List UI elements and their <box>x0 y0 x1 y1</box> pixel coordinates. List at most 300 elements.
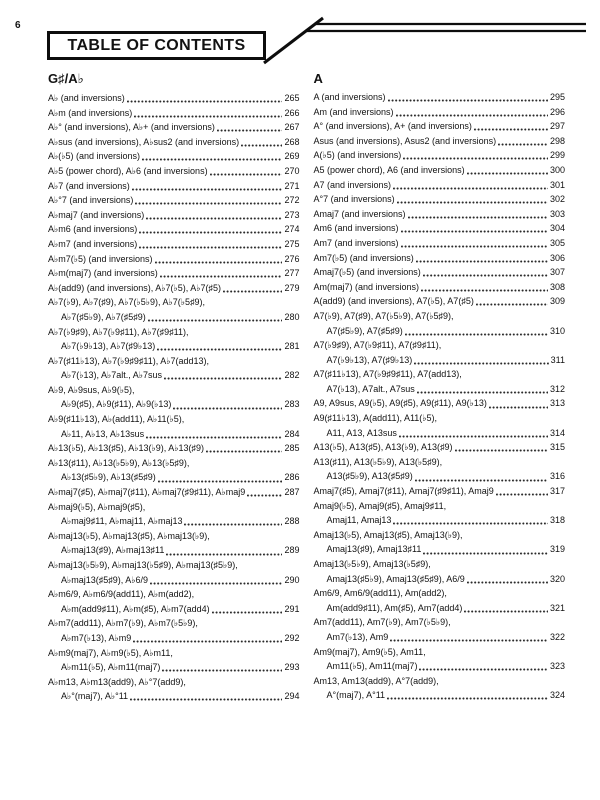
dot-leader <box>146 217 282 220</box>
entry-page-number: 292 <box>284 632 300 643</box>
entry-text: A♭m7(♭5) (and inversions) <box>48 253 153 264</box>
entry-text: A(add9) (and inversions), A7(♭5), A7(♯5) <box>313 296 474 307</box>
entry-page-number: 286 <box>284 472 300 483</box>
toc-entry <box>48 500 300 529</box>
toc-entry <box>48 135 300 150</box>
dot-leader <box>173 407 282 410</box>
entry-text: A♭m(add9♯11), A♭m(♯5), A♭m7(add4) <box>61 603 210 614</box>
toc-entry-line <box>314 294 566 309</box>
entry-page-number: 289 <box>284 545 300 556</box>
entry-text: A7(♯5♭9), A7(♯5♯9) <box>326 325 403 336</box>
entry-text: A7 (and inversions) <box>313 179 392 190</box>
entry-text: A♭11, A♭13, A♭13sus <box>61 428 145 439</box>
toc-entry-line: Amaj9(♭5), Amaj9(♯5), Amaj9♯11, <box>313 500 447 511</box>
entry-page-number: 293 <box>284 662 300 673</box>
entry-page-number: 266 <box>284 107 300 118</box>
entry-page-number: 311 <box>550 354 565 365</box>
entry-page-number: 268 <box>284 136 300 147</box>
entry-text: A♭maj13(♯5♯9), A♭6/9 <box>61 574 149 585</box>
entry-text: A♭maj7 (and inversions) <box>48 209 145 220</box>
entry-text: Amaj13(♯5♭9), Amaj13(♯5♯9), A6/9 <box>326 573 465 584</box>
dot-leader <box>419 668 548 671</box>
toc-entry-line <box>314 265 566 280</box>
entry-page-number: 309 <box>549 296 565 307</box>
entry-page-number: 282 <box>284 370 300 381</box>
toc-column-gsharp-aflat <box>48 71 300 704</box>
entry-page-number: 284 <box>284 428 300 439</box>
entry-page-number: 295 <box>549 92 565 102</box>
dot-leader <box>423 274 548 277</box>
toc-entry-line <box>48 602 300 617</box>
toc-entry-line: A9(♯11♭13), A(add11), A11(♭5), <box>313 413 438 424</box>
entry-page-number: 315 <box>549 442 565 453</box>
entry-text: A♭°7 (and inversions) <box>48 195 134 206</box>
toc-entry-line <box>48 179 300 194</box>
dot-leader <box>162 669 282 672</box>
dot-leader <box>164 377 282 380</box>
toc-entry <box>48 193 300 208</box>
entry-text: Am (and inversions) <box>313 106 394 117</box>
toc-entry <box>48 675 300 704</box>
toc-entry <box>314 586 566 615</box>
toc-entry <box>314 674 566 703</box>
dot-leader <box>476 303 548 306</box>
toc-entry <box>48 106 300 121</box>
dot-leader <box>496 493 548 496</box>
toc-entry-line <box>314 382 566 397</box>
toc-entry-line: A♭maj9(♭5), A♭maj9(♯5), <box>48 501 146 512</box>
toc-entry-line <box>48 106 300 121</box>
toc-entry-line <box>48 543 300 558</box>
dot-leader <box>157 348 282 351</box>
dot-leader <box>166 553 282 556</box>
entry-text: Asus (and inversions), Asus2 (and inversions) <box>313 135 497 146</box>
entry-text: A♭13(♭5), A♭13(♯5), A♭13(♭9), A♭13(♯9) <box>48 443 205 454</box>
entry-text: A°7 (and inversions) <box>313 194 395 205</box>
dot-leader <box>403 157 548 160</box>
toc-entry <box>48 529 300 558</box>
entry-text: Amaj7(♭5) (and inversions) <box>313 267 421 278</box>
toc-entry <box>314 207 566 222</box>
toc-entry-line: A♭maj13(♭5♭9), A♭maj13(♭5♯9), A♭maj13(♯5♭9), <box>48 560 238 570</box>
toc-entry-line <box>314 192 566 207</box>
toc-entry-line <box>314 251 566 266</box>
toc-entry <box>314 411 566 440</box>
toc-entry <box>48 164 300 179</box>
toc-entry-line <box>48 135 300 150</box>
entry-page-number: 281 <box>284 341 300 352</box>
dot-leader <box>158 480 283 483</box>
entry-page-number: 318 <box>549 515 565 526</box>
toc-entry-line <box>48 514 300 529</box>
toc-entry <box>48 237 300 252</box>
entry-page-number: 265 <box>284 93 300 103</box>
dot-leader <box>155 261 283 264</box>
entry-page-number: 276 <box>284 253 300 264</box>
toc-entry <box>314 134 566 149</box>
toc-entry-line <box>48 281 300 296</box>
dot-leader <box>206 450 282 453</box>
entry-page-number: 324 <box>549 690 565 701</box>
entry-page-number: 300 <box>549 164 565 175</box>
toc-entry-line <box>314 469 566 484</box>
toc-entry <box>314 338 566 367</box>
toc-entry <box>314 236 566 251</box>
toc-column-a <box>314 71 566 704</box>
entry-page-number: 319 <box>549 544 565 555</box>
toc-entry-line <box>314 90 566 105</box>
dot-leader <box>160 275 283 278</box>
toc-entry-line <box>314 119 566 134</box>
dot-leader <box>467 172 548 175</box>
toc-entry-line: Amaj13(♭5), Amaj13(♯5), Amaj13(♭9), <box>313 529 463 540</box>
dot-leader <box>390 639 548 642</box>
entry-page-number: 310 <box>549 325 565 336</box>
toc-entry-line <box>314 426 566 441</box>
toc-entry-line <box>48 485 300 500</box>
dot-leader <box>393 187 548 190</box>
dot-leader <box>498 143 548 146</box>
toc-entry <box>48 456 300 485</box>
toc-entry-line <box>314 163 566 178</box>
dot-leader <box>393 522 548 525</box>
dot-leader <box>415 479 548 482</box>
toc-entry-line: A♭maj13(♭5), A♭maj13(♯5), A♭maj13(♭9), <box>48 530 210 541</box>
toc-entry-line: Am9(maj7), Am9(♭5), Am11, <box>313 646 426 657</box>
toc-entry-line: A♭7(♭9), A♭7(♯9), A♭7(♭5♭9), A♭7(♭5♯9), <box>48 297 206 308</box>
toc-entry-line <box>314 688 566 703</box>
dot-leader <box>405 333 548 336</box>
toc-entry-line: A13(♯11), A13(♭5♭9), A13(♭5♯9), <box>313 456 443 467</box>
entry-page-number: 323 <box>549 661 565 672</box>
toc-entry-line <box>48 193 300 208</box>
entry-text: A♭m (and inversions) <box>48 107 133 118</box>
toc-entry <box>48 281 300 296</box>
toc-entry <box>314 615 566 644</box>
dot-leader <box>489 406 548 409</box>
toc-entry-line: Am6/9, Am6/9(add11), Am(add2), <box>313 588 447 599</box>
toc-entry-line: A7(♯11♭13), A7(♭9♯9♯11), A7(add13), <box>313 369 462 380</box>
toc-entry <box>314 280 566 295</box>
entry-text: A♭13(♯5♭9), A♭13(♯5♯9) <box>61 472 156 483</box>
dot-leader <box>139 246 282 249</box>
entry-page-number: 321 <box>549 602 565 613</box>
entry-text: A♭m7(♭13), A♭m9 <box>61 632 132 643</box>
toc-entry-line: Amaj13(♭5♭9), Amaj13(♭5♯9), <box>313 559 431 569</box>
entry-page-number: 299 <box>549 150 565 161</box>
entry-text: A♭7(♯5♭9), A♭7(♯5♯9) <box>61 311 146 322</box>
entry-text: A♭maj7(♯5), A♭maj7(♯11), A♭maj7(♯9♯11), A♭maj9 <box>48 487 246 498</box>
toc-entry-line <box>314 105 566 120</box>
entry-text: Amaj7(♯5), Amaj7(♯11), Amaj7(♯9♯11), Amaj9 <box>313 486 494 497</box>
toc-entry-line <box>314 353 566 368</box>
entry-page-number: 322 <box>549 631 565 642</box>
entry-page-number: 267 <box>284 122 300 133</box>
entry-text: A♭m7 (and inversions) <box>48 238 138 249</box>
entry-page-number: 270 <box>284 165 300 176</box>
toc-entry <box>48 646 300 675</box>
entry-text: A° (and inversions), A+ (and inversions) <box>313 121 472 132</box>
toc-entry <box>48 412 300 441</box>
entry-text: A13(♭5), A13(♯5), A13(♭9), A13(♯9) <box>313 442 453 453</box>
toc-entry <box>314 90 566 105</box>
toc-entry <box>314 119 566 134</box>
toc-entry-line: A♭m13, A♭m13(add9), A♭°7(add9), <box>48 676 186 687</box>
entry-text: A9, A9sus, A9(♭5), A9(♯5), A9(♯11), A9(♭13) <box>313 398 487 409</box>
entry-page-number: 312 <box>549 383 565 394</box>
dot-leader <box>241 144 282 147</box>
entry-page-number: 288 <box>284 516 300 527</box>
entry-text: Am7(♭5) (and inversions) <box>313 252 414 263</box>
entry-page-number: 269 <box>284 151 300 162</box>
entry-text: Amaj11, Amaj13 <box>326 515 392 526</box>
entry-page-number: 294 <box>284 691 300 702</box>
entry-page-number: 283 <box>284 399 300 410</box>
entry-page-number: 285 <box>284 443 300 454</box>
dot-leader <box>139 231 282 234</box>
entry-page-number: 301 <box>549 179 565 190</box>
dot-leader <box>414 362 548 365</box>
toc-entry <box>48 383 300 412</box>
toc-entry-line <box>48 573 300 588</box>
toc-entry-line <box>314 396 566 411</box>
toc-entry-line <box>48 689 300 704</box>
entry-text: A♭5 (power chord), A♭6 (and inversions) <box>48 165 208 176</box>
toc-entry-line <box>314 207 566 222</box>
entry-text: A11, A13, A13sus <box>326 427 397 438</box>
toc-entry <box>314 557 566 586</box>
entry-page-number: 306 <box>549 252 565 263</box>
toc-entry <box>314 163 566 178</box>
dot-leader <box>455 449 548 452</box>
entry-page-number: 304 <box>549 223 565 234</box>
toc-entry-line <box>48 441 300 456</box>
entry-page-number: 307 <box>549 267 565 278</box>
entry-text: A♭m(maj7) (and inversions) <box>48 268 158 279</box>
entry-page-number: 271 <box>284 180 300 191</box>
entry-text: Am(maj7) (and inversions) <box>313 281 420 292</box>
dot-leader <box>130 698 282 701</box>
toc-entry <box>314 221 566 236</box>
dot-leader <box>212 611 283 614</box>
entry-text: A♭maj13(♯9), A♭maj13♯11 <box>61 545 165 556</box>
toc-entry-line <box>314 659 566 674</box>
dot-leader <box>401 245 548 248</box>
entry-page-number: 280 <box>284 311 300 322</box>
toc-entry <box>48 587 300 616</box>
dot-leader <box>423 552 548 555</box>
toc-entry-line: A♭13(♯11), A♭13(♭5♭9), A♭13(♭5♯9), <box>48 457 190 468</box>
entry-text: A (and inversions) <box>313 92 386 102</box>
dot-leader <box>135 202 282 205</box>
entry-text: A5 (power chord), A6 (and inversions) <box>313 164 465 175</box>
toc-entry-line <box>48 252 300 267</box>
entry-text: A♭7(♭9♭13), A♭7(♯9♭13) <box>61 341 156 352</box>
toc-entry <box>314 455 566 484</box>
toc-entry-line <box>314 134 566 149</box>
dot-leader <box>134 115 282 118</box>
dot-leader <box>417 391 548 394</box>
column-heading-a: A <box>313 71 323 86</box>
entry-text: A♭7 (and inversions) <box>48 180 130 191</box>
toc-entry-line: A♭m9(maj7), A♭m9(♭5), A♭m11, <box>48 647 173 658</box>
toc-entry <box>314 192 566 207</box>
entry-text: A(♭5) (and inversions) <box>313 150 402 161</box>
dot-leader <box>474 128 548 131</box>
dot-leader <box>210 173 283 176</box>
entry-text: Am7 (and inversions) <box>313 237 399 248</box>
dot-leader <box>146 436 282 439</box>
dot-leader <box>467 581 548 584</box>
entry-page-number: 274 <box>284 224 300 235</box>
toc-entry-line <box>314 440 566 455</box>
page-folio-number: 6 <box>15 20 21 31</box>
entry-page-number: 305 <box>549 237 565 248</box>
entry-text: A♭7(♭13), A♭7alt., A♭7sus <box>61 370 163 381</box>
toc-entry-line <box>314 630 566 645</box>
toc-entry-line: Am13, Am13(add9), A°7(add9), <box>313 675 439 686</box>
entry-page-number: 277 <box>284 268 300 279</box>
entry-page-number: 290 <box>284 574 300 585</box>
toc-entry-line: A♭9, A♭9sus, A♭9(♭5), <box>48 384 135 395</box>
entry-text: A♭m11(♭5), A♭m11(maj7) <box>61 662 161 673</box>
toc-entry <box>314 367 566 396</box>
entry-text: A♭°(maj7), A♭°11 <box>61 691 129 702</box>
toc-entry-line <box>48 660 300 675</box>
toc-entry-list <box>48 91 300 704</box>
entry-page-number: 273 <box>284 209 300 220</box>
dot-leader <box>396 114 548 117</box>
toc-entry-line <box>314 601 566 616</box>
toc-entry-line: A7(♭9♯9), A7(♭9♯11), A7(♯9♯11), <box>313 340 442 351</box>
toc-entry-line <box>48 470 300 485</box>
dot-leader <box>401 230 548 233</box>
toc-entry-line <box>48 149 300 164</box>
toc-entry <box>314 440 566 455</box>
entry-page-number: 297 <box>549 121 565 132</box>
dot-leader <box>408 216 548 219</box>
toc-entry <box>48 208 300 223</box>
entry-page-number: 279 <box>284 282 300 293</box>
toc-entry-line <box>314 542 566 557</box>
dot-leader <box>388 99 548 102</box>
toc-entry-line <box>48 237 300 252</box>
entry-page-number: 313 <box>549 398 565 409</box>
entry-text: Am(add9♯11), Am(♯5), Am7(add4) <box>326 602 463 613</box>
toc-entry-line: A♭7(♯11♭13), A♭7(♭9♯9♯11), A♭7(add13), <box>48 355 209 366</box>
toc-entry <box>314 484 566 499</box>
toc-entry <box>48 266 300 281</box>
toc-columns <box>48 71 565 704</box>
toc-entry-line <box>314 513 566 528</box>
toc-entry-line: A♭m6/9, A♭m6/9(add11), A♭m(add2), <box>48 589 195 600</box>
dot-leader <box>184 523 282 526</box>
page-title <box>47 31 266 60</box>
toc-entry-line <box>48 164 300 179</box>
toc-entry-line <box>48 266 300 281</box>
dot-leader <box>217 129 283 132</box>
toc-entry-line: Am7(add11), Am7(♭9), Am7(♭5♭9), <box>313 617 451 628</box>
dot-leader <box>416 260 548 263</box>
entry-text: A♭° (and inversions), A♭+ (and inversions) <box>48 122 215 133</box>
toc-entry <box>48 485 300 500</box>
dot-leader <box>223 290 282 293</box>
dot-leader <box>399 435 548 438</box>
entry-text: Am6 (and inversions) <box>313 223 399 234</box>
toc-entry-line: A♭m7(add11), A♭m7(♭9), A♭m7(♭5♭9), <box>48 618 198 629</box>
toc-entry <box>314 148 566 163</box>
toc-entry-line <box>314 148 566 163</box>
entry-text: A♭sus (and inversions), A♭sus2 (and inversions) <box>48 136 240 147</box>
dot-leader <box>148 319 283 322</box>
column-heading-gsharp-aflat: G♯/A♭ <box>48 71 84 86</box>
toc-entry <box>48 149 300 164</box>
toc-entry-line <box>314 221 566 236</box>
toc-entry <box>314 396 566 411</box>
toc-entry-line <box>48 397 300 412</box>
entry-page-number: 317 <box>549 486 565 497</box>
toc-entry <box>48 222 300 237</box>
toc-entry <box>48 252 300 267</box>
toc-entry-line <box>48 427 300 442</box>
toc-entry <box>314 178 566 193</box>
toc-entry <box>48 441 300 456</box>
toc-entry-list <box>314 90 566 703</box>
entry-text: A♭m6 (and inversions) <box>48 224 138 235</box>
toc-entry-line <box>48 368 300 383</box>
toc-entry-line <box>48 310 300 325</box>
entry-text: A7(♭9♭13), A7(♯9♭13) <box>326 354 413 365</box>
dot-leader <box>142 158 282 161</box>
entry-text: A♭maj9♯11, A♭maj11, A♭maj13 <box>61 516 183 527</box>
toc-entry <box>48 179 300 194</box>
dot-leader <box>132 188 283 191</box>
toc-entry <box>48 91 300 106</box>
toc-entry <box>314 265 566 280</box>
toc-entry <box>314 294 566 309</box>
dot-leader <box>127 100 283 103</box>
entry-page-number: 287 <box>284 487 300 498</box>
toc-entry-line <box>314 236 566 251</box>
toc-entry-line <box>314 324 566 339</box>
toc-entry <box>48 616 300 645</box>
toc-entry <box>48 325 300 354</box>
dot-leader <box>150 582 282 585</box>
toc-entry-line <box>48 91 300 106</box>
dot-leader <box>247 494 282 497</box>
toc-entry-line <box>314 484 566 499</box>
entry-text: Am11(♭5), Am11(maj7) <box>326 661 418 672</box>
entry-text: Am7(♭13), Am9 <box>326 631 389 642</box>
entry-page-number: 320 <box>549 573 565 584</box>
toc-entry <box>314 105 566 120</box>
toc-entry <box>314 309 566 338</box>
entry-text: Amaj7 (and inversions) <box>313 208 406 219</box>
entry-text: Amaj13(♯9), Amaj13♯11 <box>326 544 422 555</box>
entry-text: A13(♯5♭9), A13(♯5♯9) <box>326 471 413 482</box>
entry-page-number: 275 <box>284 238 300 249</box>
toc-entry-line <box>48 339 300 354</box>
entry-page-number: 308 <box>549 281 565 292</box>
toc-entry <box>48 295 300 324</box>
dot-leader <box>133 640 282 643</box>
toc-entry <box>314 528 566 557</box>
entry-page-number: 298 <box>549 135 565 146</box>
toc-entry-line <box>314 178 566 193</box>
toc-entry <box>314 645 566 674</box>
entry-page-number: 296 <box>549 106 565 117</box>
toc-entry-line: A♭9(♯11♭13), A♭(add11), A♭11(♭5), <box>48 414 185 425</box>
